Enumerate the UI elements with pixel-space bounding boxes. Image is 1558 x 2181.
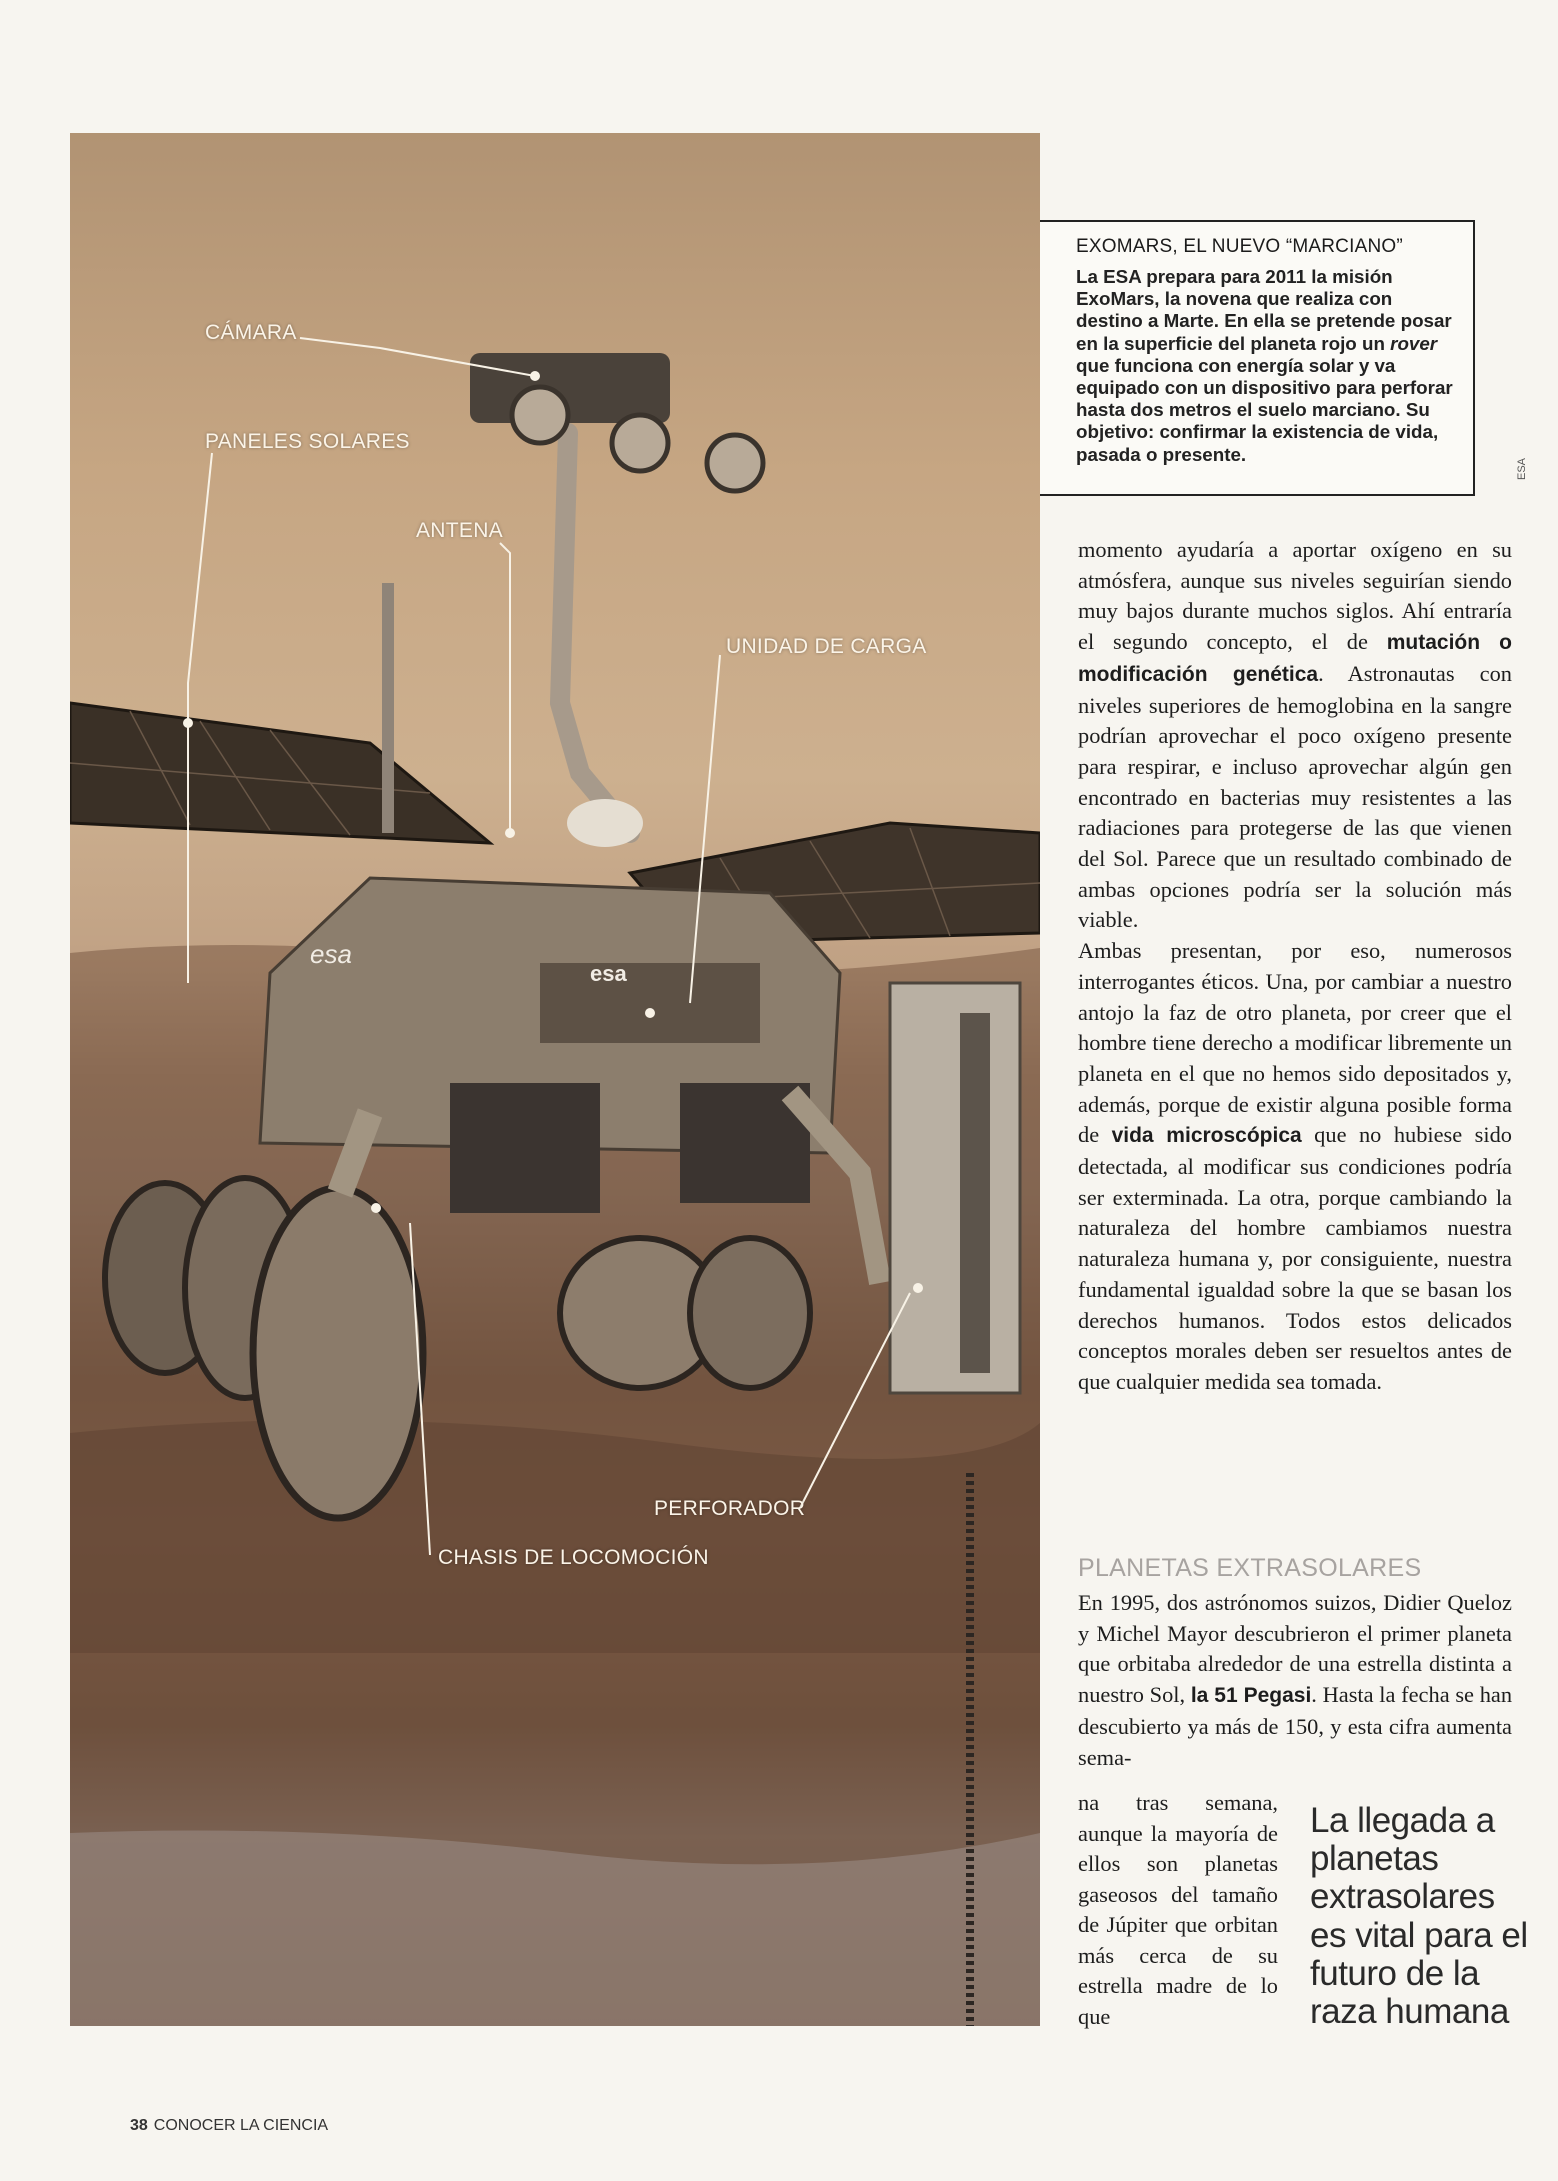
page-number: 38 [130,2117,148,2134]
svg-text:esa: esa [590,961,627,986]
narrow-paragraph: na tras semana, aunque la mayoría de ellos son planetas gaseosos del tamaño de Júpiter que orbitan más cerca de su estrella madre de lo que [1078,1790,1278,2029]
label-paneles-solares: PANELES SOLARES [205,430,410,453]
paragraph: En 1995, dos astrónomos suizos, Didier Queloz y Michel Mayor descubrieron el primer planeta que orbitaba alrededor de una estrella distinta a nuestro Sol, la 51 Pegasi. Hasta la fecha se han descubierto ya más de 150, y esta cifra aumenta sema- [1078,1590,1513,1770]
rover-photo [70,133,1040,2026]
sidebar-text: La ESA prepara para 2011 la misión ExoMars, la novena que realiza con destino a Marte. En ella se pretende posar en la superficie del planeta rojo un rover que funciona con energía solar y va equipado con un dispositivo para perforar hasta dos metros el suelo marciano. Su objetivo: confirmar la existencia de vida, pasada o presente. [1076,266,1453,465]
svg-text:esa: esa [310,939,352,969]
photo-credit: ESA [1516,457,1528,480]
label-camara: CÁMARA [205,321,297,344]
label-antena: ANTENA [416,519,503,542]
label-unidad-de-carga: UNIDAD DE CARGA [726,635,927,658]
paragraph: Ambas presentan, por eso, numerosos interrogantes éticos. Una, por cambiar a nuestro antojo la faz de otro planeta, por creer que el hombre tiene derecho a modificar libremente un planeta en el que no hemos sido depositados y, además, porque de existir alguna posible forma de vida microscópica que no hubiese sido detectada, al modificar sus condiciones podría ser exterminada. La otra, porque cambiando la naturaleza del hombre cambiamos nuestra naturaleza humana y, por consiguiente, nuestra fundamental igualdad sobre la que se basan los derechos humanos. Todos estos delicados conceptos morales deben ser resueltos antes de que cualquier medida sea tomada. [1078,938,1512,1394]
article-body [1078,535,1512,1398]
rover-illustration [70,133,1040,2026]
magazine-name: CONOCER LA CIENCIA [153,2117,329,2134]
paragraph: momento ayudaría a aportar oxígeno en su atmósfera, aunque sus niveles seguirían siendo muy bajos durante muchos siglos. Ahí entraría el segundo concepto, el de mutación o modificación genética. Astronautas con niveles superiores de hemoglobina en la sangre podrían aprovechar el poco oxígeno presente para respirar, e incluso aprovechar algún gen encontrado en bacterias muy resistentes a las radiaciones para protegerse de las que vienen del Sol. Parece que un resultado combinado de ambas opciones podría ser la solución más viable. [1078,537,1512,933]
sidebar-title: EXOMARS, EL NUEVO “MARCIANO” [1076,236,1403,257]
article-body-section [1078,1588,1512,1773]
page-footer [130,2117,328,2135]
label-chasis: CHASIS DE LOCOMOCIÓN [438,1546,709,1569]
label-perforador: PERFORADOR [654,1497,806,1520]
sidebar-box [1040,220,1475,496]
section-heading: PLANETAS EXTRASOLARES [1078,1554,1422,1582]
pull-quote: La llegada a planetas extrasolares es vital para el futuro de la raza humana [1310,1801,1528,2032]
